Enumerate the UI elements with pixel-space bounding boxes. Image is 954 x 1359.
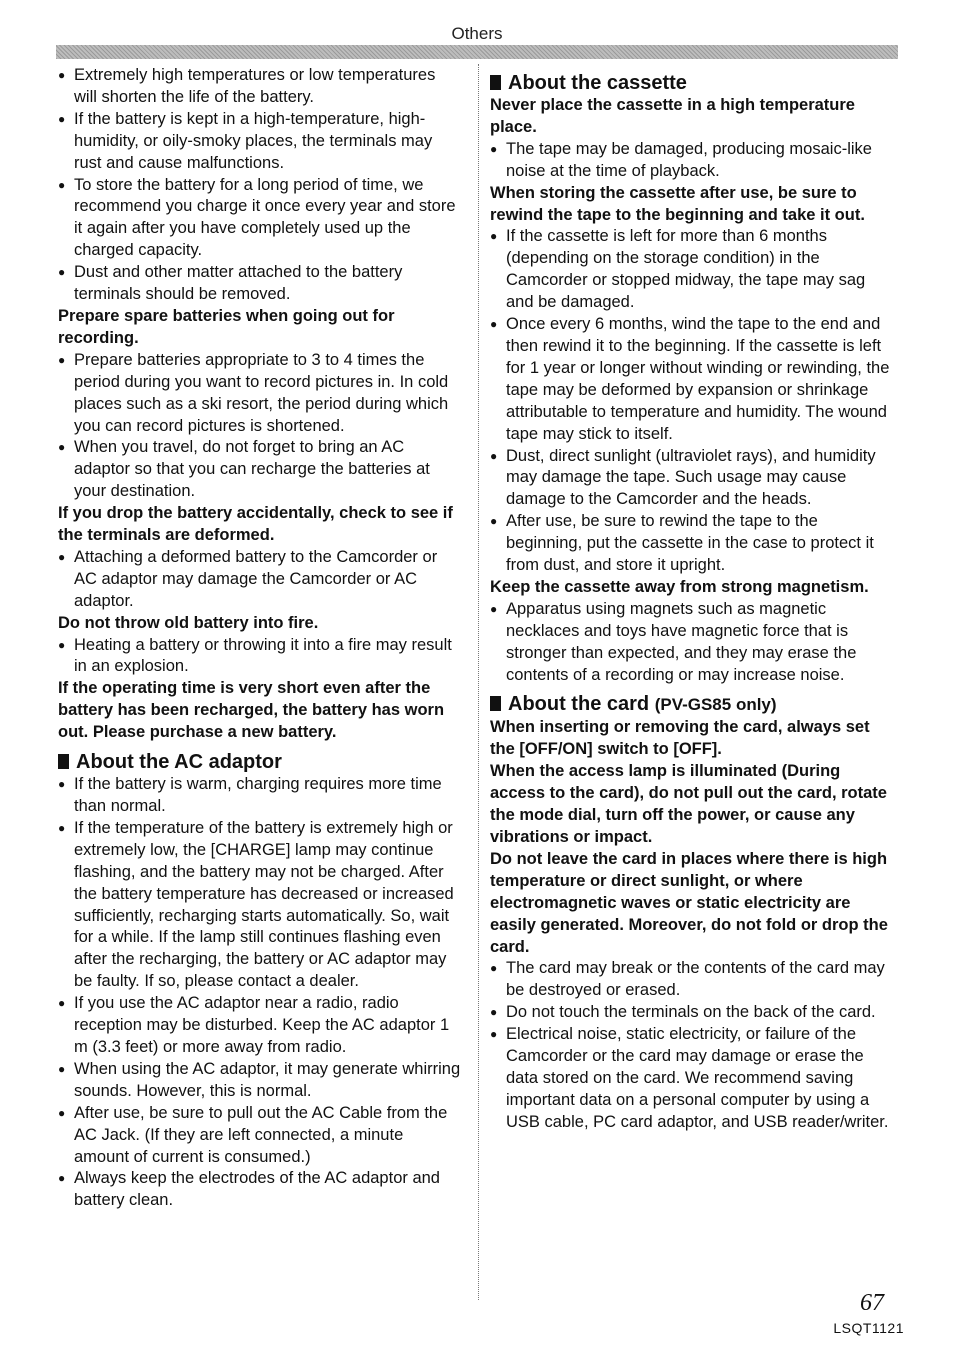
bullet-item: ● Once every 6 months, wind the tape to the end and then rewind it to the beginning. If the cassette is left for 1 year or longer without winding or rewinding, the tape may be deformed by expansion or shrinkage attributable to temperature and humidity. The wound tape may stick to itself. xyxy=(490,314,895,445)
bullet-item: ● If the cassette is left for more than 6 months (depending on the storage condition) in the Camcorder or stopped midway, the tape may sag and be damaged. xyxy=(490,226,895,314)
section-heading xyxy=(490,71,895,95)
bullet-item: ● If the battery is warm, charging requires more time than normal. xyxy=(58,774,462,818)
section-header-label: Others xyxy=(451,24,503,43)
bold-instruction: If the operating time is very short even after the battery has been recharged, the battery has worn out. Please purchase a new battery. xyxy=(58,679,445,742)
bullet-item: ● If you use the AC adaptor near a radio, radio reception may be disturbed. Keep the AC adaptor 1 m (3.3 feet) or more away from radio. xyxy=(58,993,462,1059)
square-bullet-icon xyxy=(58,754,69,769)
bullet-item: ● Electrical noise, static electricity, or failure of the Camcorder or the card may damage or erase the data stored on the card. We recommend saving important data on a personal computer by using a USB cable, PC card adaptor, and USB reader/writer. xyxy=(490,1024,895,1134)
header-dotted-band xyxy=(56,45,898,59)
column-divider xyxy=(478,64,479,1300)
left-column xyxy=(58,65,462,1212)
right-column xyxy=(490,65,895,1134)
bullet-item: ● Dust, direct sunlight (ultraviolet rays), and humidity may damage the tape. Such usage may cause damage to the Camcorder and the heads. xyxy=(490,446,895,512)
bold-instruction: Never place the cassette in a high temperature place. xyxy=(490,96,855,136)
bullet-item: ● Prepare batteries appropriate to 3 to 4 times the period during you want to record pictures in. In cold places such as a ski resort, the period during which you can record pictures is shortened. xyxy=(58,350,462,438)
bullet-item: ● If the temperature of the battery is extremely high or extremely low, the [CHARGE] lamp may continue flashing, and the battery may not be charged. After the battery temperature has decreased or increased sufficiently, recharging starts automatically. So, wait for a while. If the lamp still continues flashing even after the recharging, the battery or AC adaptor may be faulty. If so, please contact a dealer. xyxy=(58,818,462,993)
section-heading-text: About the AC adaptor xyxy=(76,751,282,774)
bold-instruction: When storing the cassette after use, be sure to rewind the tape to the beginning and take it out. xyxy=(490,183,865,224)
bold-instruction: Do not throw old battery into fire. xyxy=(58,613,319,632)
section-heading-text: About the cassette xyxy=(508,72,687,94)
bold-instruction: If you drop the battery accidentally, check to see if the terminals are deformed. xyxy=(58,504,453,545)
section-heading-text: About the card xyxy=(508,693,650,716)
bullet-item: ● Dust and other matter attached to the battery terminals should be removed. xyxy=(58,262,462,306)
square-bullet-icon xyxy=(490,696,501,711)
bullet-item: ● Heating a battery or throwing it into a fire may result in an explosion. xyxy=(58,635,462,679)
bold-instruction: When the access lamp is illuminated (During access to the card), do not pull out the card, rotate the mode dial, turn off the power, or cause any vibrations or impact. xyxy=(490,762,887,846)
bold-instruction: Keep the cassette away from strong magnetism. xyxy=(490,577,869,596)
bold-instruction: Prepare spare batteries when going out for recording. xyxy=(58,306,395,347)
bullet-item: ● Extremely high temperatures or low temperatures will shorten the life of the battery. xyxy=(58,65,462,109)
bullet-item: ● When you travel, do not forget to bring an AC adaptor so that you can recharge the batteries at your destination. xyxy=(58,437,462,503)
bullet-item: ● Always keep the electrodes of the AC adaptor and battery clean. xyxy=(58,1168,462,1212)
section-heading xyxy=(490,692,895,717)
bullet-item: ● When using the AC adaptor, it may generate whirring sounds. However, this is normal. xyxy=(58,1059,462,1103)
bullet-item: ● To store the battery for a long period of time, we recommend you charge it once every year and store it again after you have completely used up the charged capacity. xyxy=(58,175,462,263)
document-code: LSQT1121 xyxy=(833,1320,904,1336)
section-heading xyxy=(58,750,462,774)
bullet-item: ● If the battery is kept in a high-temperature, high-humidity, or oily-smoky places, the terminals may rust and cause malfunctions. xyxy=(58,109,462,175)
bullet-item: ● Apparatus using magnets such as magnetic necklaces and toys have magnetic force that is stronger than expected, and they may erase the contents of a recording or may increase noise. xyxy=(490,599,895,687)
bullet-item: ● The tape may be damaged, producing mosaic-like noise at the time of playback. xyxy=(490,139,895,183)
page-number: 67 xyxy=(860,1290,884,1316)
bullet-item: ● After use, be sure to rewind the tape to the beginning, put the cassette in the case to protect it from dust, and store it upright. xyxy=(490,511,895,577)
bullet-item: ● The card may break or the contents of the card may be destroyed or erased. xyxy=(490,958,895,1002)
bullet-item: ● Attaching a deformed battery to the Camcorder or AC adaptor may damage the Camcorder or AC adaptor. xyxy=(58,547,462,613)
bold-instruction: Do not leave the card in places where there is high temperature or direct sunlight, or where electromagnetic waves or static electricity are easily generated. Moreover, do not fold or drop the card. xyxy=(490,849,888,956)
bullet-item: ● Do not touch the terminals on the back of the card. xyxy=(490,1002,895,1024)
section-heading-note: (PV-GS85 only) xyxy=(654,695,777,715)
bold-instruction: When inserting or removing the card, always set the [OFF/ON] switch to [OFF]. xyxy=(490,718,870,759)
bullet-item: ● After use, be sure to pull out the AC Cable from the AC Jack. (If they are left connected, a minute amount of current is consumed.) xyxy=(58,1103,462,1169)
square-bullet-icon xyxy=(490,75,501,90)
